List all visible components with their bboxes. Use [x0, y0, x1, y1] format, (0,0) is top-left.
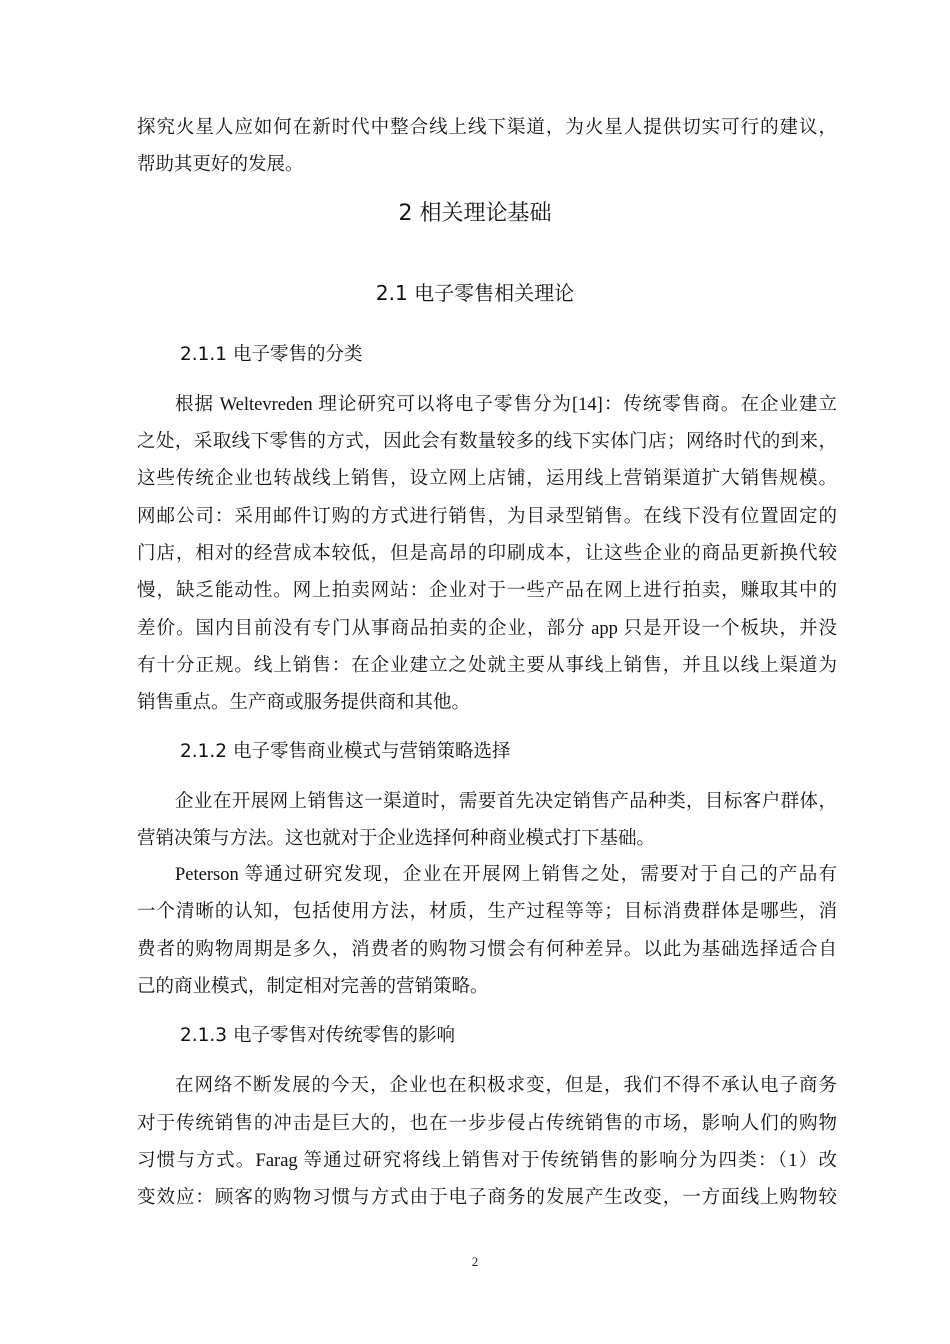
body-text-line: 根据 Weltevreden 理论研究可以将电子零售分为[14]：传统零售商。在企业建立	[175, 395, 837, 415]
body-text-line: 有十分正规。线上销售：在企业建立之处就主要从事线上销售，并且以线上渠道为	[137, 656, 837, 676]
body-text-line: 差价。国内目前没有专门从事商品拍卖的企业，部分 app 只是开设一个板块，并没	[137, 619, 837, 639]
body-text-line: 门店，相对的经营成本较低，但是高昂的印刷成本，让这些企业的商品更新换代较	[137, 544, 837, 564]
body-text-line: 一个清晰的认知，包括使用方法，材质，生产过程等等；目标消费群体是哪些，消	[137, 902, 837, 922]
body-text-line: 对于传统销售的冲击是巨大的，也在一步步侵占传统销售的市场，影响人们的购物	[137, 1114, 837, 1134]
body-text-line: 在网络不断发展的今天，企业也在积极求变，但是，我们不得不承认电子商务	[175, 1076, 837, 1096]
subsection-heading: 2.1.1 电子零售的分类	[180, 344, 363, 365]
body-text-line: 营销决策与方法。这也就对于企业选择何种商业模式打下基础。	[137, 829, 656, 849]
body-text-line: 企业在开展网上销售这一渠道时，需要首先决定销售产品种类，目标客户群体，	[175, 792, 837, 812]
body-text-line: Peterson 等通过研究发现，企业在开展网上销售之处，需要对于自己的产品有	[175, 865, 837, 885]
body-text-line: 网邮公司：采用邮件订购的方式进行销售，为目录型销售。在线下没有位置固定的	[137, 507, 837, 527]
body-text-line: 习惯与方式。Farag 等通过研究将线上销售对于传统销售的影响分为四类：（1）改	[137, 1151, 837, 1171]
body-text-line: 探究火星人应如何在新时代中整合线上线下渠道，为火星人提供切实可行的建议，	[137, 118, 837, 138]
body-text-line: 变效应：顾客的购物习惯与方式由于电子商务的发展产生改变，一方面线上购物较	[137, 1188, 837, 1208]
body-text-line: 销售重点。生产商或服务提供商和其他。	[137, 693, 471, 713]
page-number: 2	[471, 1254, 479, 1269]
body-text-line: 己的商业模式，制定相对完善的营销策略。	[137, 977, 489, 997]
chapter-heading: 2 相关理论基础	[398, 201, 552, 226]
body-text-line: 之处，采取线下零售的方式，因此会有数量较多的线下实体门店；网络时代的到来，	[137, 432, 837, 452]
subsection-heading: 2.1.2 电子零售商业模式与营销策略选择	[180, 741, 511, 762]
body-text-line: 慢，缺乏能动性。网上拍卖网站：企业对于一些产品在网上进行拍卖，赚取其中的	[137, 581, 837, 601]
subsection-heading: 2.1.3 电子零售对传统零售的影响	[180, 1025, 455, 1046]
body-text-line: 费者的购物周期是多久，消费者的购物习惯会有何种差异。以此为基础选择适合自	[137, 940, 837, 960]
section-heading: 2.1 电子零售相关理论	[375, 281, 575, 305]
body-text-line: 帮助其更好的发展。	[137, 155, 304, 175]
body-text-line: 这些传统企业也转战线上销售，设立网上店铺，运用线上营销渠道扩大销售规模。	[137, 469, 837, 489]
